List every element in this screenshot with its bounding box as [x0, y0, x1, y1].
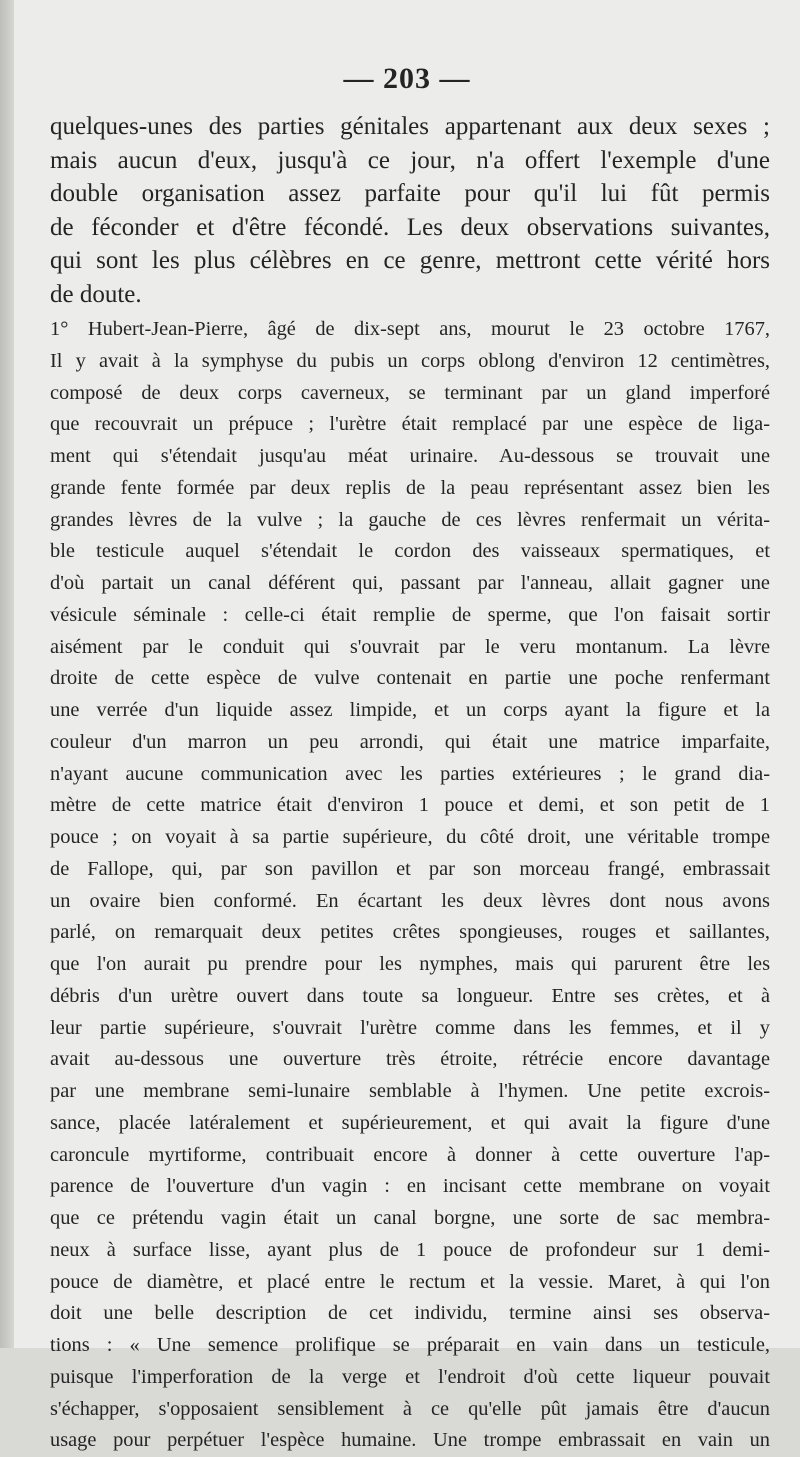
- text-line: pouce de diamètre, et placé entre le rectum et la vessie. Maret, à qui l'on: [50, 1270, 770, 1293]
- text-line: que l'on aurait pu prendre pour les nymphes, mais qui parurent être les: [50, 953, 770, 975]
- text-line: de féconder et d'être fécondé. Les deux observations suivantes,: [50, 213, 770, 241]
- text-line: que ce prétendu vagin était un canal borgne, une sorte de sac membra-: [50, 1207, 770, 1229]
- text-line: grande fente formée par deux replis de la peau représentant assez bien les: [50, 476, 770, 499]
- text-line: usage pour perpétuer l'espèce humaine. Une trompe embrassait en vain un: [50, 1429, 770, 1452]
- text-line: tions : « Une semence prolifique se préparait en vain dans un testicule,: [50, 1334, 770, 1356]
- text-line: que recouvrait un prépuce ; l'urètre était remplacé par une espèce de liga-: [50, 413, 770, 436]
- text-line: composé de deux corps caverneux, se terminant par un gland imperforé: [50, 381, 770, 404]
- text-line: droite de cette espèce de vulve contenait en partie une poche renfermant: [50, 667, 770, 690]
- text-line: double organisation assez parfaite pour qu'il lui fût permis: [50, 180, 770, 208]
- text-line: une verrée d'un liquide assez limpide, et un corps ayant la figure et la: [50, 699, 770, 721]
- text-line: parlé, on remarquait deux petites crêtes spongieuses, rouges et saillantes,: [50, 921, 770, 944]
- text-line: qui sont les plus célèbres en ce genre, mettront cette vérité hors: [50, 247, 770, 275]
- text-line: aisément par le conduit qui s'ouvrait par le veru montanum. La lèvre: [50, 635, 770, 658]
- text-line: s'échapper, s'opposaient sensiblement à ce qu'elle pût jamais être d'aucun: [50, 1397, 770, 1420]
- text-line: pouce ; on voyait à sa partie supérieure, du côté droit, une véritable trompe: [50, 826, 770, 848]
- text-line: sance, placée latéralement et supérieurement, et qui avait la figure d'une: [50, 1111, 770, 1134]
- text-line: quelques-unes des parties génitales appartenant aux deux sexes ;: [50, 113, 770, 140]
- text-line: vésicule séminale : celle-ci était remplie de sperme, que l'on faisait sortir: [50, 603, 770, 626]
- text-line: Il y avait à la symphyse du pubis un corps oblong d'environ 12 centimètres,: [50, 349, 770, 372]
- scan-edge-shadow: [0, 0, 14, 1348]
- book-page: [14, 0, 800, 1452]
- text-line: leur partie supérieure, s'ouvrait l'urètre comme dans les femmes, et il y: [50, 1016, 770, 1039]
- text-line: n'ayant aucune communication avec les parties extérieures ; le grand dia-: [50, 762, 770, 785]
- text-line: d'où partait un canal déférent qui, passant par l'anneau, allait gagner une: [50, 572, 770, 594]
- text-line: de doute.: [50, 280, 142, 308]
- page-number: — 203 —: [343, 62, 471, 95]
- text-line: couleur d'un marron un peu arrondi, qui était une matrice imparfaite,: [50, 730, 770, 753]
- text-line: puisque l'imperforation de la verge et l'endroit d'où cette liqueur pouvait: [50, 1365, 770, 1388]
- text-line: un ovaire bien conformé. En écartant les deux lèvres dont nous avons: [50, 889, 770, 912]
- text-line: doit une belle description de cet individu, termine ainsi ses observa-: [50, 1302, 770, 1325]
- text-line: grandes lèvres de la vulve ; la gauche de ces lèvres renfermait un vérita-: [50, 508, 770, 531]
- text-line: par une membrane semi-lunaire semblable à l'hymen. Une petite excrois-: [50, 1080, 770, 1102]
- text-line: avait au-dessous une ouverture très étroite, rétrécie encore davantage: [50, 1048, 770, 1071]
- text-line: débris d'un urètre ouvert dans toute sa longueur. Entre ses crètes, et à: [50, 984, 770, 1007]
- text-line: ble testicule auquel s'étendait le cordon des vaisseaux spermatiques, et: [50, 540, 770, 563]
- text-line: neux à surface lisse, ayant plus de 1 pouce de profondeur sur 1 demi-: [50, 1238, 770, 1261]
- paragraph-intro: [50, 110, 770, 312]
- text-line: mètre de cette matrice était d'environ 1 pouce et demi, et son petit de 1: [50, 794, 770, 817]
- text-line: 1° Hubert-Jean-Pierre, âgé de dix-sept ans, mourut le 23 octobre 1767,: [50, 318, 770, 340]
- text-line: caroncule myrtiforme, contribuait encore à donner à cette ouverture l'ap-: [50, 1143, 770, 1166]
- text-line: parence de l'ouverture d'un vagin : en incisant cette membrane on voyait: [50, 1175, 770, 1198]
- paragraph-observation-1: [50, 314, 770, 1457]
- text-line: mais aucun d'eux, jusqu'à ce jour, n'a offert l'exemple d'une: [50, 146, 770, 174]
- text-line: ment qui s'étendait jusqu'au méat urinaire. Au-dessous se trouvait une: [50, 445, 770, 467]
- text-line: de Fallope, qui, par son pavillon et par son morceau frangé, embrassait: [50, 857, 770, 880]
